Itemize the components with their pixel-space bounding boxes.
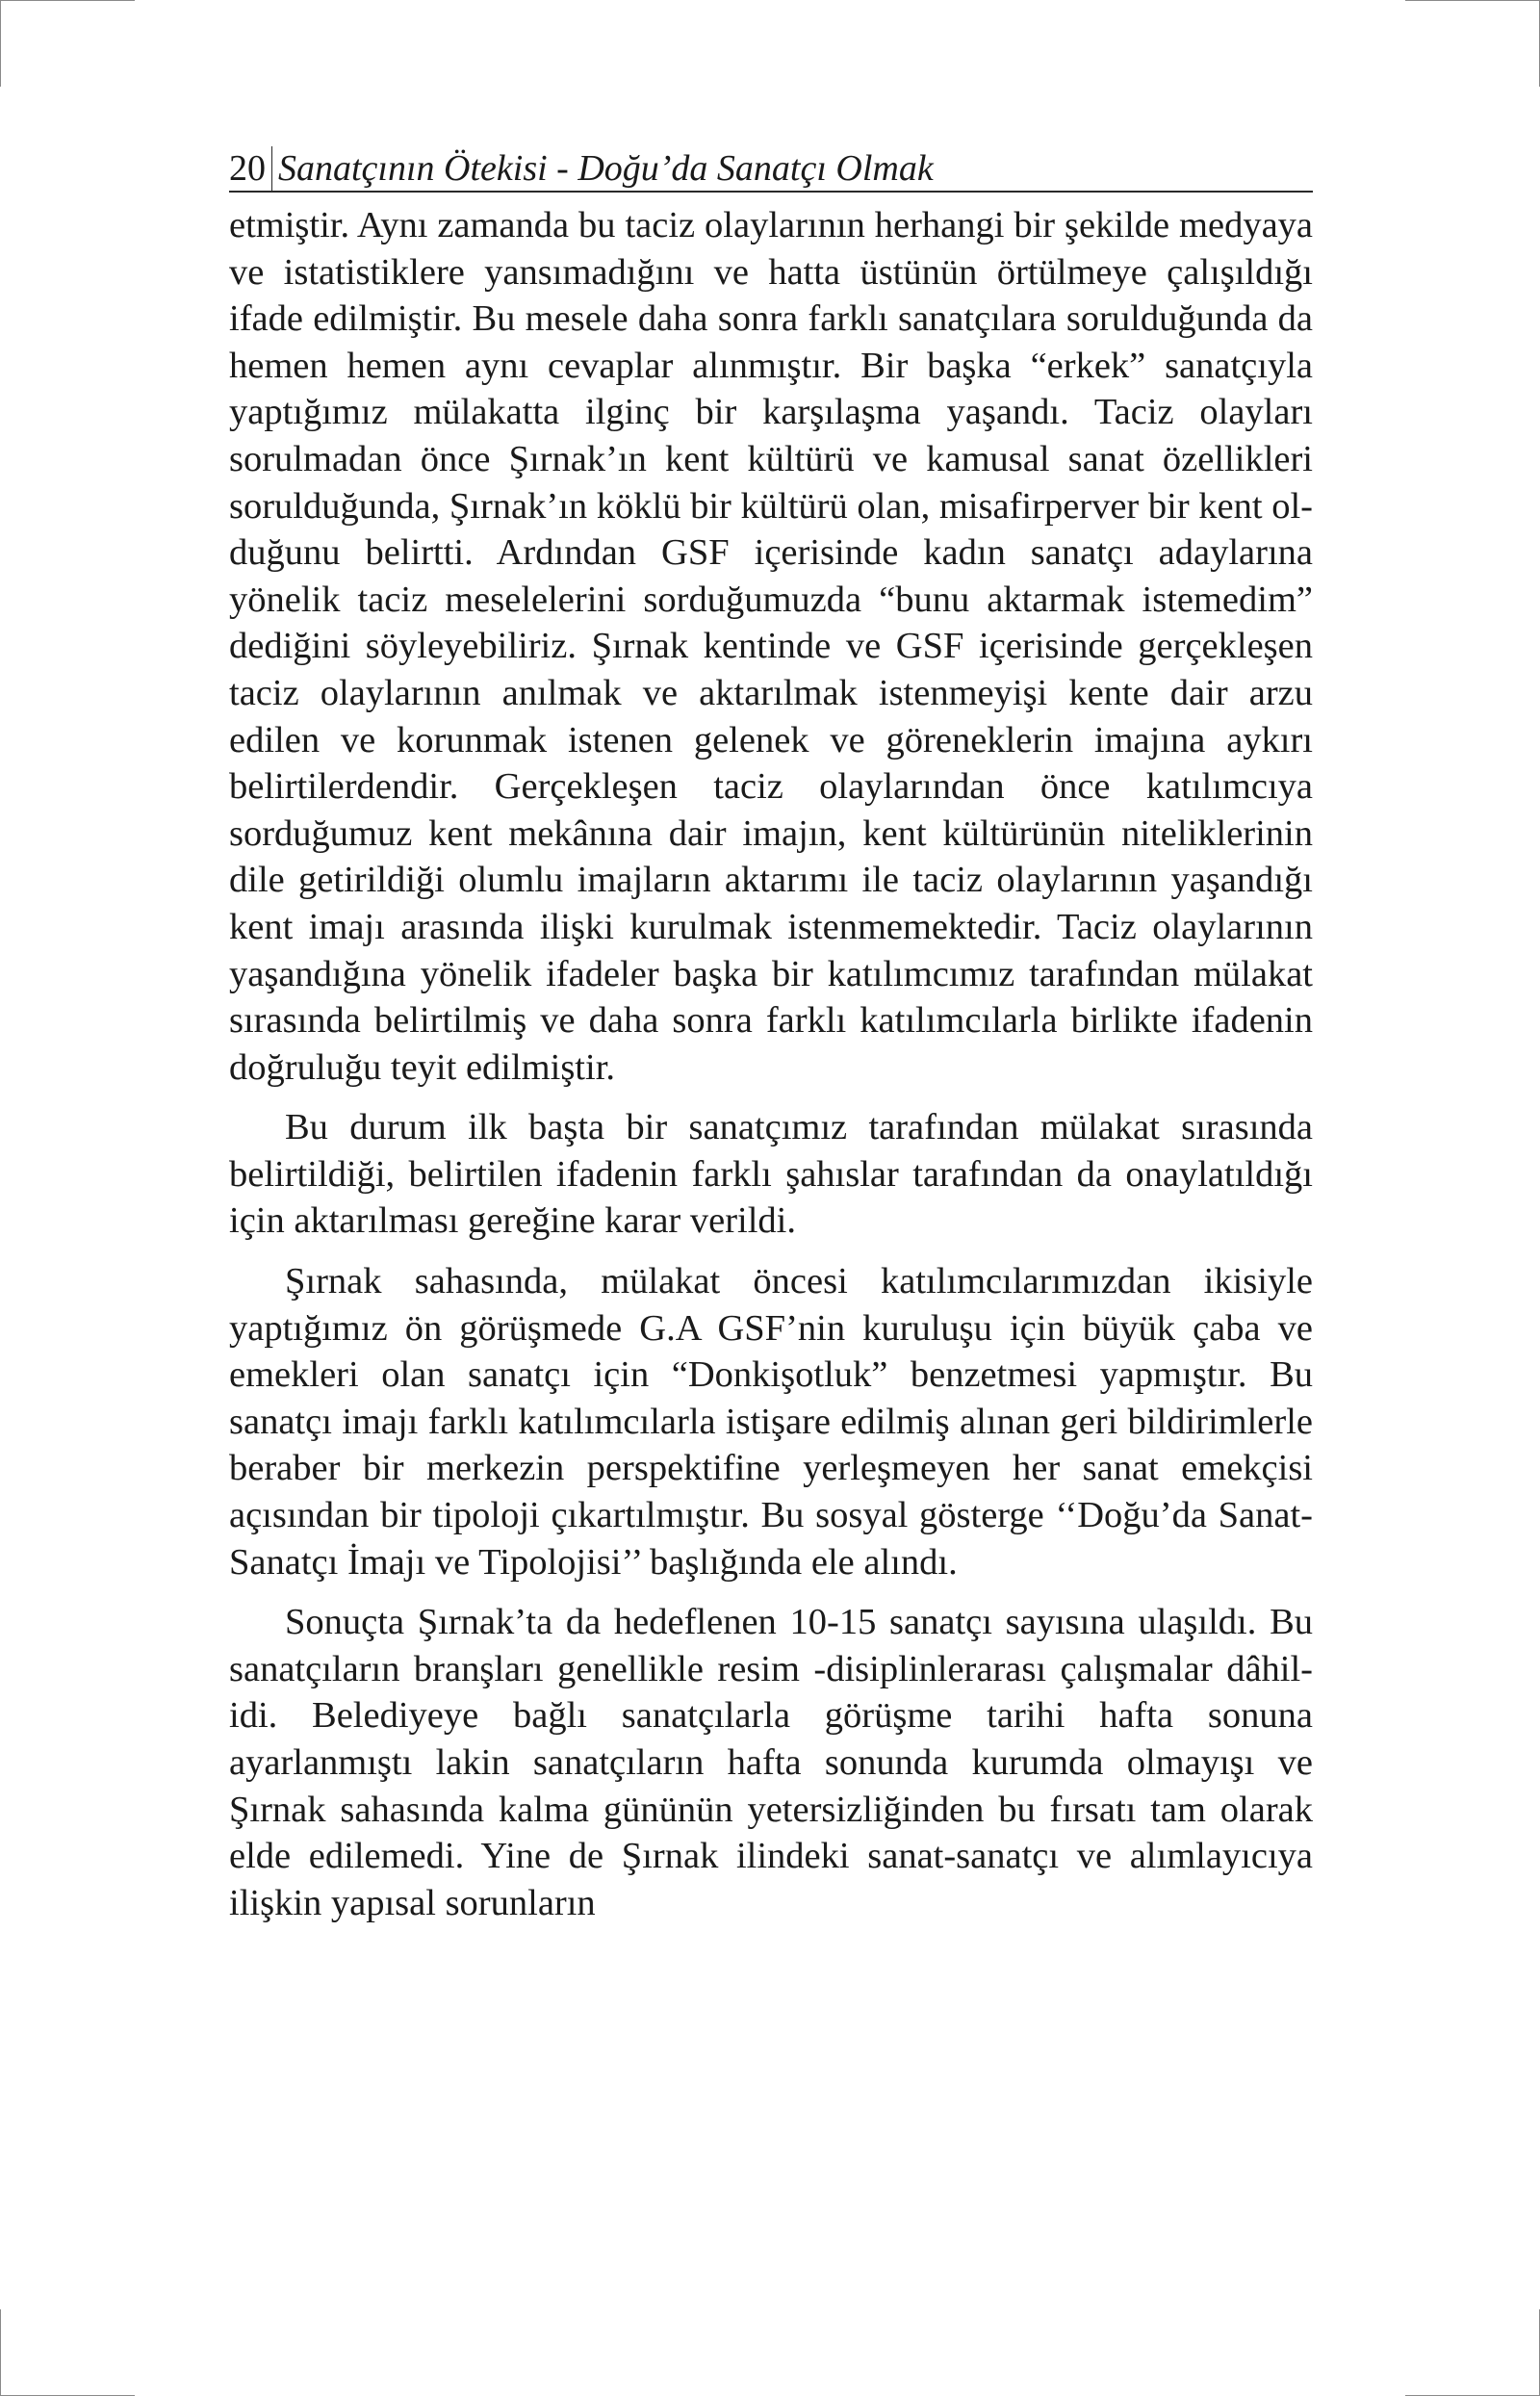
crop-mark [0, 0, 135, 1]
page-number: 20 [229, 146, 272, 191]
crop-mark [0, 2309, 1, 2396]
book-page [229, 135, 1313, 1926]
paragraph: Sonuçta Şırnak’ta da hedeflenen 10-15 sanatçı sayısına ulaşıldı. Bu sanatçıların branşları genellikle resim -disiplinlerarası çalışmalar dâhil-idi. Belediyeye bağlı sanatçılarla görüşme tarihi hafta sonuna ayarlanmıştı lakin sanatçıların hafta sonunda kurumda olmayışı ve Şırnak sahasında kalma gününün yetersizliğinden bu fırsatı tam olarak elde edilemedi. Yine de Şırnak ilindeki sanat-sanatçı ve alımlayıcıya ilişkin yapısal sorunların [229, 1602, 1313, 1923]
paragraph: Şırnak sahasında, mülakat öncesi katılımcılarımızdan ikisiyle yaptığımız ön görüşmede G.A GSF’nin kuruluşu için büyük çaba ve emekleri olan sanatçı için “Donkişotluk” benzetmesi yapmıştır. Bu sanatçı imajı farklı katılımcılarla istişare edilmiş alınan geri bildirimlerle beraber bir merkezin perspektifine yerleşmeyen her sanat emekçisi açısından bir tipoloji çıkartılmıştır. Bu sosyal gösterge ‘‘Doğu’da Sanat-Sanatçı İmajı ve Tipolojisi’’ başlığında ele alındı. [229, 1261, 1313, 1583]
running-header [229, 135, 1313, 193]
running-title: Sanatçının Ötekisi - Doğu’da Sanatçı Olmak [278, 148, 934, 189]
paragraph: Bu durum ilk başta bir sanatçımız tarafından mülakat sırasında belirtildiği, belirtilen ifadenin farklı şahıslar tarafından da onaylatıldığı için aktarılması gereğine karar verildi. [229, 1107, 1313, 1242]
crop-mark [0, 0, 1, 87]
crop-mark [1405, 0, 1540, 1]
paragraph: etmiştir. Aynı zamanda bu taciz olaylarının herhangi bir şekilde medyaya ve istatistiklere yansımadığını ve hatta üstünün örtülmeye çalışıldığı ifade edilmiştir. Bu mesele daha sonra farklı sanatçılara sorulduğunda da hemen hemen aynı cevaplar alınmıştır. Bir başka “erkek” sanatçıyla yaptığımız mülakatta ilginç bir karşılaşma yaşandı. Taciz olayları sorulmadan önce Şırnak’ın kent kültürü ve kamusal sanat özellikleri sorulduğunda, Şırnak’ın köklü bir kültürü olan, misafirperver bir kent olduğunu belirtti. Ardından GSF içerisinde kadın sanatçı adaylarına yönelik taciz meselelerini sorduğumuzda “bunu aktarmak istemedim” dediğini söyleyebiliriz. Şırnak kentinde ve GSF içerisinde gerçekleşen taciz olaylarının anılmak ve aktarılmak istenmeyişi kente dair arzu edilen ve korunmak istenen gelenek ve göreneklerin imajına aykırı belirtilerdendir. Gerçekleşen taciz olaylarından önce katılımcıya sorduğumuz kent mekânına dair imajın, kent kültürünün niteliklerinin dile getirildiği olumlu imajların aktarımı ile taciz olaylarının yaşandığı kent imajı arasında ilişki kurulmak istenmemektedir. Taciz olaylarının yaşandığına yönelik ifadeler başka bir katılımcımız tarafından mülakat sırasında belirtilmiş ve daha sonra farklı katılımcılarla birlikte ifadenin doğruluğu teyit edilmiştir. [229, 205, 1313, 1088]
body-text [229, 202, 1313, 1926]
